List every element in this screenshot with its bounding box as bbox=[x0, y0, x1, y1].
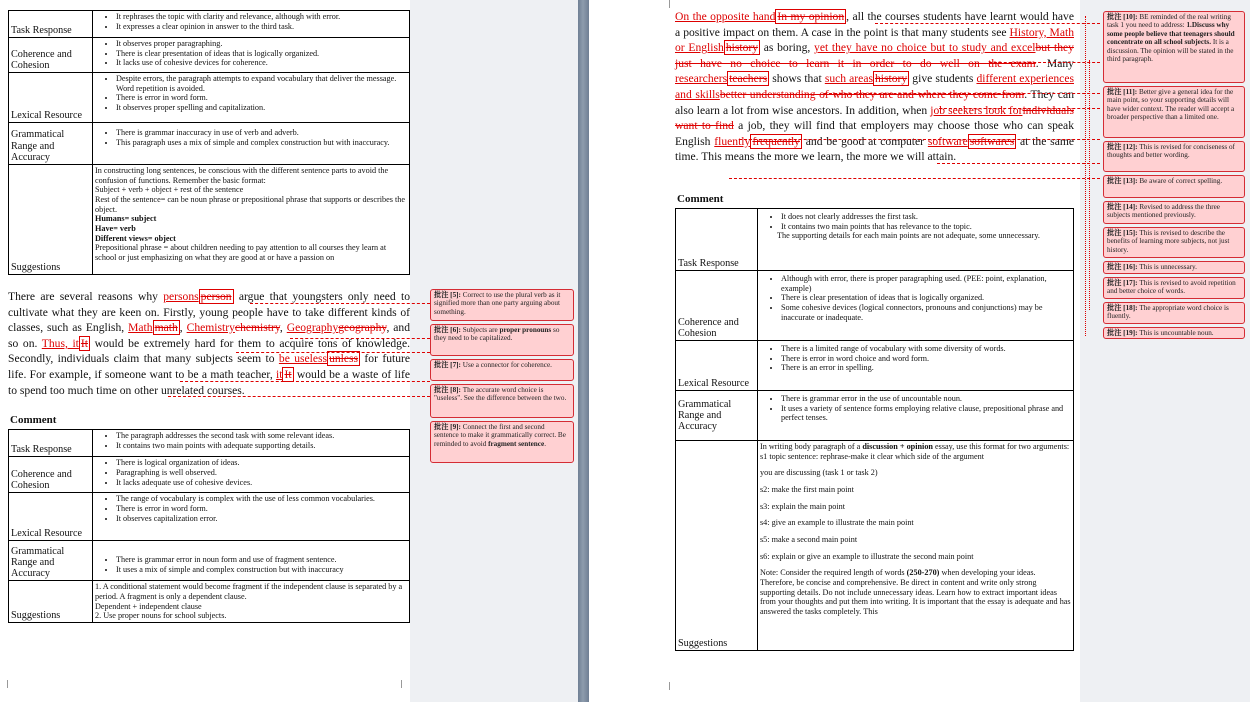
suggestion-line: Subject + verb + object + rest of the sentence bbox=[95, 185, 244, 195]
list-item: • It observes proper paragraphing. bbox=[116, 39, 407, 49]
comment-connector bbox=[824, 93, 1100, 94]
deleted-text[interactable]: frequently bbox=[752, 134, 800, 148]
table-row bbox=[9, 165, 410, 275]
list-item: • It does not clearly addresses the first task. bbox=[781, 212, 1071, 222]
crop-mark bbox=[401, 680, 409, 688]
table-row bbox=[9, 73, 410, 123]
list-item: • It observes proper spelling and capitalization. bbox=[116, 103, 407, 113]
table-row bbox=[9, 457, 410, 493]
table-row bbox=[676, 270, 1074, 340]
deleted-text[interactable]: better understanding of who they are and where they come from bbox=[719, 87, 1025, 101]
list-item: • There is clear presentation of ideas that is logically organized. bbox=[781, 293, 1071, 303]
left-document-pane[interactable] bbox=[0, 0, 578, 702]
left-comment-table bbox=[8, 429, 410, 623]
deleted-text[interactable]: It bbox=[284, 367, 292, 381]
list-item: • There is a limited range of vocabulary with some diversity of words. bbox=[781, 344, 1071, 354]
deleted-text[interactable]: In my opinion bbox=[777, 10, 845, 23]
comment-connector bbox=[989, 62, 1100, 63]
list-item: • There is clear presentation of ideas that is logically organized. bbox=[116, 49, 407, 59]
list-item: • It lacks adequate use of cohesive devices. bbox=[116, 478, 407, 488]
row-label: Grammatical Range and Accuracy bbox=[676, 390, 758, 440]
comment-connector bbox=[1085, 16, 1086, 336]
comment-balloon[interactable]: 批注 [7]: Use a connector for coherence. bbox=[430, 359, 574, 381]
list-item: • There is error in word choice and word form. bbox=[781, 354, 1071, 364]
row-label: Lexical Resource bbox=[9, 493, 93, 541]
suggestion-line: s4: give an example to illustrate the main point bbox=[760, 518, 914, 528]
list-item: • There is grammar error in noun form and use of fragment sentence. bbox=[116, 555, 407, 565]
left-page bbox=[0, 0, 410, 702]
inserted-text[interactable]: On the opposite hand bbox=[675, 10, 776, 23]
essay-paragraph[interactable]: There are several reasons why persons person argue that youngsters only need to cultivate what they are keen on. Firstly, young people have to take different kinds of classes, such as English, Math math , Chemistrychemistry, Geographygeography, and so on. Thus, it It would be extremely hard for them to acquire tons of knowledge. Secondly, individuals claim that many subjects seem to be useless unless for future life. For example, if someone want to be a math teacher, it It would be a waste of life to spend too much time on other unrelated courses. bbox=[8, 290, 410, 397]
row-label: Task Response bbox=[9, 430, 93, 457]
list-item: • Some cohesive devices (logical connectors, pronouns and conjunctions) may be inaccurate or inadequate. bbox=[781, 303, 1071, 322]
comment-balloon[interactable]: 批注 [15]: This is revised to describe the benefits of learning more subjects, not just history. bbox=[1103, 227, 1245, 258]
list-item: • There is error in word form. bbox=[116, 504, 407, 514]
inserted-text[interactable]: different experiences and skills bbox=[675, 72, 1074, 101]
suggestion-line: Rest of the sentence= can be noun phrase or prepositional phrase that supports or describes the object. bbox=[95, 195, 405, 214]
row-label: Lexical Resource bbox=[676, 340, 758, 390]
suggestion-line: s1 topic sentence: rephrase-make it clear which side of the argument bbox=[760, 451, 985, 461]
list-item: • It contains two main points that has relevance to the topic. bbox=[781, 222, 1071, 232]
row-label: Suggestions bbox=[9, 581, 93, 623]
comment-balloon[interactable]: 批注 [8]: The accurate word choice is "useless". See the difference between the two. bbox=[430, 384, 574, 418]
comment-balloon[interactable]: 批注 [16]: This is unnecessary. bbox=[1103, 261, 1245, 274]
row-label: Suggestions bbox=[9, 165, 93, 275]
list-item: • There is error in word form. bbox=[116, 93, 407, 103]
list-item: • It rephrases the topic with clarity and relevance, although with error. bbox=[116, 12, 407, 22]
list-item: • It uses a variety of sentence forms employing relative clause, prepositional phrase and perfect tenses. bbox=[781, 404, 1071, 423]
comment-balloon[interactable]: 批注 [6]: Subjects are proper pronouns so they need to be capitalized. bbox=[430, 324, 574, 356]
list-item: • There is logical organization of ideas. bbox=[116, 458, 407, 468]
row-label: Coherence and Cohesion bbox=[9, 38, 93, 73]
table-row bbox=[9, 541, 410, 581]
table-row bbox=[9, 11, 410, 38]
comment-margin bbox=[410, 0, 578, 702]
suggestion-line: Have= verb bbox=[95, 224, 136, 234]
inserted-text[interactable]: job seekers look for bbox=[930, 103, 1023, 117]
deleted-text[interactable]: teachers bbox=[729, 72, 768, 86]
essay-paragraph[interactable]: On the opposite hand In my opinion , all the courses students have learnt would have a positive impact on them. A case in the point is that many students see History, Math or English history as boring, yet they have no choice but to study and excelbut they just have no choice to learn it in order to do well on the exam. Many researchers teachers shows that such areas history give students different experiences and skillsbetter understanding of who they are and where they come from. They can also learn a lot from wise ancestors. In addition, when job seekers look forindividuals want to find a job, they will find that employers may choose those who can speak English fluently frequently and be good at computer software softwares at the same time. This means the more we learn, the more we will attain. bbox=[675, 10, 1075, 164]
inserted-text[interactable]: yet they have no choice but to study and excel bbox=[814, 41, 1036, 55]
row-label: Coherence and Cohesion bbox=[676, 270, 758, 340]
deleted-text[interactable]: chemistry bbox=[234, 321, 280, 335]
comment-margin bbox=[1080, 0, 1250, 702]
table-row bbox=[9, 123, 410, 165]
comment-balloon[interactable]: 批注 [19]: This is uncountable noun. bbox=[1103, 327, 1245, 339]
table-row bbox=[9, 38, 410, 73]
suggestion-line: 1. A conditional statement would become fragment if the independent clause is separated by a period. A fragment is only a dependent clause. bbox=[95, 582, 403, 601]
row-label: Grammatical Range and Accuracy bbox=[9, 123, 93, 165]
suggestion-line: Prepositional phrase = about children needing to pay attention to all courses they learn at school or just emphasizing on what they are good at or have a passion on bbox=[95, 243, 387, 263]
list-item: • It observes capitalization error. bbox=[116, 514, 407, 524]
table-row bbox=[9, 430, 410, 457]
row-note: The supporting details for each main points are not adequate, some unnecessary. bbox=[777, 231, 1040, 241]
suggestion-intro: In writing body paragraph of a discussion + opinion essay, use this format for two arguments: bbox=[760, 441, 1070, 451]
list-item: • The range of vocabulary is complex with the use of less common vocabularies. bbox=[116, 494, 407, 504]
list-item: • It uses a mix of simple and complex construction but with inaccuracy bbox=[116, 565, 407, 575]
deleted-text[interactable]: but they just have no choice to learn it in order to do well on the exam bbox=[675, 41, 1074, 70]
table-row bbox=[9, 581, 410, 623]
crop-mark bbox=[662, 0, 670, 8]
comment-connector bbox=[290, 338, 430, 339]
deleted-text[interactable]: history bbox=[725, 41, 759, 55]
list-item: • It contains two main points with adequate supporting details. bbox=[116, 441, 407, 451]
row-label: Suggestions bbox=[676, 440, 758, 650]
inserted-text[interactable]: software bbox=[927, 134, 968, 148]
suggestion-line: s6: explain or give an example to illustrate the second main point bbox=[760, 551, 974, 561]
comment-balloon[interactable]: 批注 [14]: Revised to address the three subjects mentioned previously. bbox=[1103, 201, 1245, 224]
comment-connector bbox=[739, 139, 1100, 140]
comment-connector bbox=[168, 396, 430, 397]
table-row bbox=[676, 340, 1074, 390]
inserted-text[interactable]: Geography bbox=[286, 321, 339, 335]
comment-connector bbox=[236, 352, 430, 353]
crop-mark bbox=[0, 680, 8, 688]
suggestion-line: s3: explain the main point bbox=[760, 501, 846, 511]
comment-connector bbox=[939, 108, 1100, 109]
deleted-text[interactable]: person bbox=[200, 290, 232, 303]
list-item: • There is grammar inaccuracy in use of verb and adverb. bbox=[116, 128, 407, 138]
suggestion-line: Dependent + independent clause bbox=[95, 601, 202, 611]
inserted-text[interactable]: Chemistry bbox=[186, 321, 235, 335]
inserted-text[interactable]: such areas bbox=[824, 72, 873, 86]
deleted-text[interactable]: unless bbox=[329, 352, 359, 366]
window-splitter[interactable] bbox=[578, 0, 589, 702]
suggestion-line: s5: make a second main point bbox=[760, 534, 858, 544]
comment-connector bbox=[875, 23, 1100, 24]
comment-balloon[interactable]: 批注 [5]: Correct to use the plural verb as it signified more than one party arguing about something. bbox=[430, 289, 574, 321]
comment-balloon[interactable]: 批注 [9]: Connect the first and second sentence to make it grammatically correct. Be reminded to avoid fragment sentence. bbox=[430, 421, 574, 463]
inserted-text[interactable]: History, Math or English bbox=[675, 25, 1074, 55]
left-rubric-table bbox=[8, 10, 410, 275]
list-item: • Paragraphing is well observed. bbox=[116, 468, 407, 478]
right-comment-table bbox=[675, 208, 1074, 651]
comment-balloon[interactable]: 批注 [13]: Be aware of correct spelling. bbox=[1103, 175, 1245, 198]
right-page-content bbox=[675, 9, 1074, 651]
table-row bbox=[676, 208, 1074, 270]
list-item: • The paragraph addresses the second task with some relevant ideas. bbox=[116, 431, 407, 441]
comment-connector bbox=[180, 381, 430, 382]
comment-balloon[interactable]: 批注 [10]: BE reminded of the real writing task 1 you need to address: 1.Discuss why some people believe that teenagers should concentrate on all school subjects. It is a discussion. The opinion will be stated in the third paragraph. bbox=[1103, 11, 1245, 83]
suggestion-line: 2. Use proper nouns for school subjects. bbox=[95, 611, 227, 621]
comment-connector bbox=[729, 178, 1100, 179]
comment-balloon[interactable]: 批注 [12]: This is revised for conciseness of thoughts and better wording. bbox=[1103, 141, 1245, 172]
deleted-text[interactable]: It bbox=[80, 336, 88, 350]
comment-heading: Comment bbox=[677, 192, 724, 205]
table-row bbox=[676, 440, 1074, 650]
deleted-text[interactable]: softwares bbox=[969, 134, 1015, 148]
table-row bbox=[9, 493, 410, 541]
suggestion-line: In constructing long sentences, be conscious with the different sentence parts to avoid the confusion of functions. Remember the basic format: bbox=[95, 166, 389, 185]
suggestion-note: Note: Consider the required length of words (250-270) when developing your ideas. Therefore, be concise and comprehensive. Be direct in content and write only strong supporting details. Do not include unnecessary ideas. Learn how to extract important ideas from your thoughts and put them into writing. It is important that the essay is adequate and has answered the tasks completely. This bbox=[760, 568, 1071, 616]
row-label: Lexical Resource bbox=[9, 73, 93, 123]
inserted-text[interactable]: researchers bbox=[675, 72, 728, 86]
row-label: Grammatical Range and Accuracy bbox=[9, 541, 93, 581]
comment-connector bbox=[937, 163, 1100, 164]
deleted-text[interactable]: history bbox=[874, 72, 908, 86]
comment-balloon[interactable]: 批注 [18]: The appropriate word choice is fluently. bbox=[1103, 302, 1245, 324]
comment-balloon[interactable]: 批注 [17]: This is revised to avoid repetition and better choice of words. bbox=[1103, 277, 1245, 299]
inserted-text[interactable]: persons bbox=[163, 290, 199, 303]
suggestion-line: Humans= subject bbox=[95, 214, 157, 224]
inserted-text[interactable]: Math bbox=[128, 321, 153, 335]
deleted-text[interactable]: geography bbox=[338, 321, 387, 335]
suggestion-line: Different views= object bbox=[95, 233, 176, 243]
crop-mark bbox=[662, 682, 670, 690]
list-item: • There is grammar error in the use of uncountable noun. bbox=[781, 394, 1071, 404]
deleted-text[interactable]: individuals want to find bbox=[675, 103, 1074, 133]
left-page-content bbox=[8, 10, 410, 623]
row-label: Task Response bbox=[676, 208, 758, 270]
list-item: • It expresses a clear opinion in answer to the third task. bbox=[116, 22, 407, 32]
list-item: • Although with error, there is proper paragraphing used. (PEE: point, explanation, example) bbox=[781, 274, 1071, 293]
comment-balloon[interactable]: 批注 [11]: Better give a general idea for the main point, so your supporting details will have wider context. The reader will accept a broader perspective than a limited one. bbox=[1103, 86, 1245, 138]
suggestion-line: you are discussing (task 1 or task 2) bbox=[760, 468, 878, 478]
list-item: • Despite errors, the paragraph attempts to expand vocabulary that deliver the message. Word repetition is avoided. bbox=[116, 74, 407, 93]
comment-heading: Comment bbox=[10, 414, 57, 427]
right-page bbox=[589, 0, 1080, 702]
comment-connector bbox=[1089, 60, 1090, 310]
list-item: • This paragraph uses a mix of simple and complex construction but with inaccuracy. bbox=[116, 138, 407, 148]
deleted-text[interactable]: math bbox=[154, 321, 178, 335]
inserted-text[interactable]: be useless bbox=[278, 352, 328, 366]
row-label: Coherence and Cohesion bbox=[9, 457, 93, 493]
right-document-pane[interactable] bbox=[589, 0, 1250, 702]
inserted-text[interactable]: fluently bbox=[714, 134, 751, 148]
inserted-text[interactable]: it bbox=[276, 367, 283, 381]
table-row bbox=[676, 390, 1074, 440]
row-label: Task Response bbox=[9, 11, 93, 38]
comment-connector bbox=[250, 303, 430, 304]
list-item: • It lacks use of cohesive devices for coherence. bbox=[116, 58, 407, 68]
list-item: • There is an error in spelling. bbox=[781, 363, 1071, 373]
inserted-text[interactable]: Thus, it bbox=[41, 336, 79, 350]
suggestion-line: s2: make the first main point bbox=[760, 484, 854, 494]
